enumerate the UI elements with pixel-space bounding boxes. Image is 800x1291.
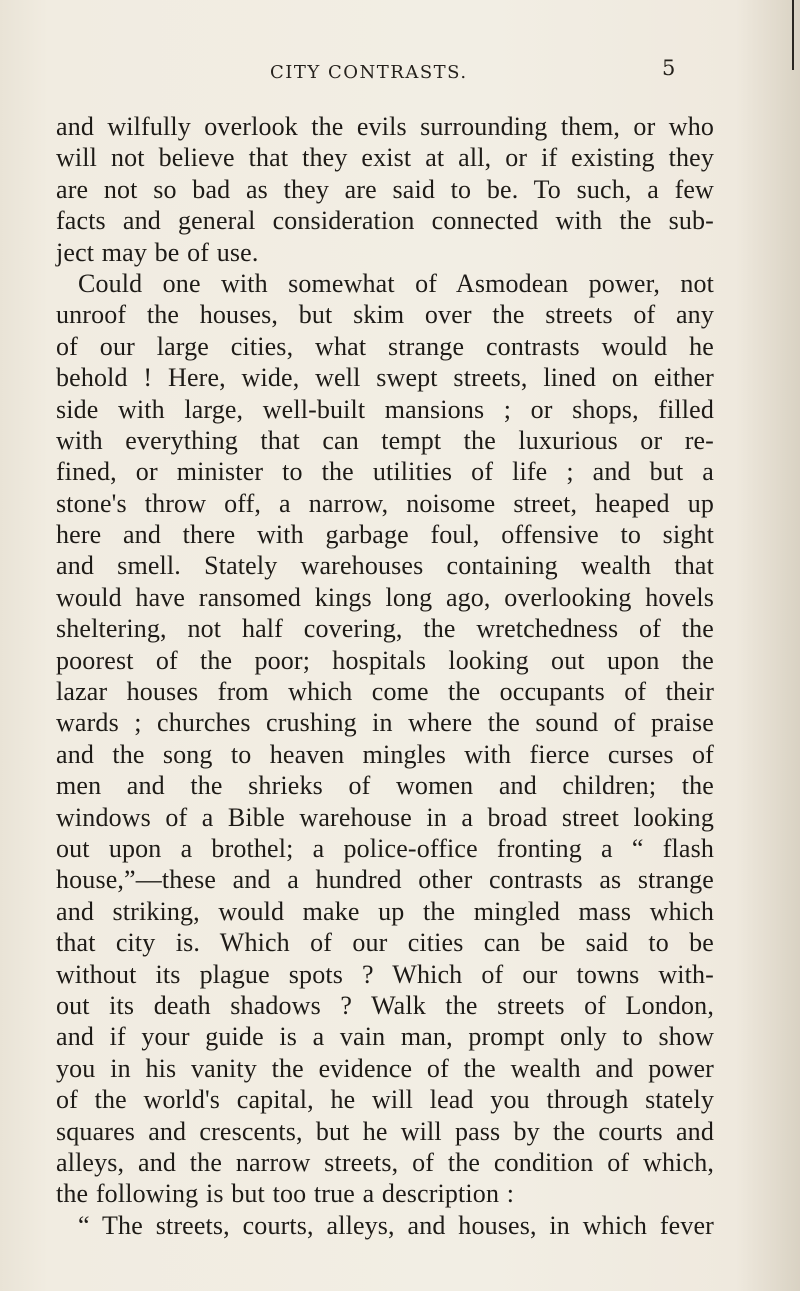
text-line: and wilfully overlook the evils surrounding them, or who [56,112,714,141]
text-line: sheltering, not half covering, the wretchedness of the [56,614,714,644]
text-line: wards ; churches crushing in where the sound of praise [56,708,714,738]
text-line: windows of a Bible warehouse in a broad street looking [56,802,714,832]
text-line: here and there with garbage foul, offensive to sight [56,520,714,550]
text-line: that city is. Which of our cities can be said to be [56,928,714,958]
text-line: Could one with somewhat of Asmodean power, not [78,268,714,298]
text-line: out upon a brothel; a police-office fronting a “ flash [56,833,714,863]
text-line: with everything that can tempt the luxurious or re- [56,425,714,455]
text-line: without its plague spots ? Which of our towns with- [56,959,714,989]
text-line: will not believe that they exist at all, or if existing they [56,143,714,173]
text-line: alleys, and the narrow streets, of the condition of which, [56,1147,714,1177]
text-line: out its death shadows ? Walk the streets of London, [56,990,714,1020]
text-line: house,”—these and a hundred other contrasts as strange [56,865,714,895]
text-line: are not so bad as they are said to be. To such, a few [56,174,714,204]
page-edge-line [792,0,794,70]
running-head [0,56,800,90]
text-line: ject may be of use. [56,237,259,267]
text-line: and if your guide is a vain man, prompt only to show [56,1022,714,1052]
text-line: and smell. Stately warehouses containing wealth that [56,551,714,581]
text-line: the following is but too true a description : [56,1179,515,1209]
running-title: CITY CONTRASTS. [270,62,468,83]
text-line: fined, or minister to the utilities of life ; and but a [56,457,714,487]
text-line: “ The streets, courts, alleys, and houses, in which fever [78,1210,714,1240]
text-line: men and the shrieks of women and children; the [56,771,714,801]
text-line: and the song to heaven mingles with fierce curses of [56,739,714,769]
text-line: facts and general consideration connected with the sub- [56,206,714,236]
text-line: of our large cities, what strange contrasts would he [56,331,714,361]
body-text [56,111,714,1241]
text-line: unroof the houses, but skim over the streets of any [56,300,714,330]
text-line: behold ! Here, wide, well swept streets, lined on either [56,363,714,393]
text-line: and striking, would make up the mingled mass which [56,896,714,926]
text-line: would have ransomed kings long ago, overlooking hovels [56,582,714,612]
text-line: squares and crescents, but he will pass by the courts and [56,1116,714,1146]
page-number: 5 [662,56,676,80]
text-line: of the world's capital, he will lead you through stately [56,1085,714,1115]
text-line: side with large, well-built mansions ; or shops, filled [56,394,714,424]
text-line: you in his vanity the evidence of the wealth and power [56,1053,714,1083]
text-line: poorest of the poor; hospitals looking out upon the [56,645,714,675]
text-line: stone's throw off, a narrow, noisome street, heaped up [56,488,714,518]
text-line: lazar houses from which come the occupants of their [56,677,714,707]
